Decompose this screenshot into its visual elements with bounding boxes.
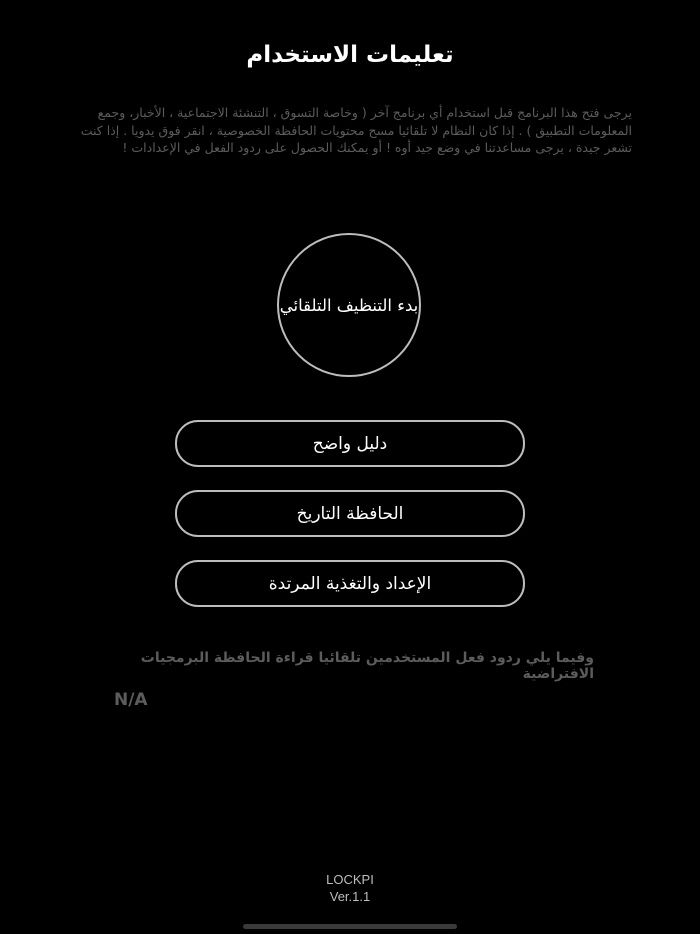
home-indicator[interactable] <box>243 924 457 929</box>
clipboard-history-label: الحافظة التاريخ <box>296 503 404 524</box>
settings-feedback-label: الإعداد والتغذية المرتدة <box>268 573 432 594</box>
reactions-heading: وفيما يلي ردود فعل المستخدمين تلقائيا قراءة الحافظة البرمجيات الافتراضية <box>140 650 594 682</box>
start-auto-clean-button[interactable] <box>277 233 421 377</box>
settings-feedback-button[interactable] <box>175 560 525 607</box>
reactions-value: N/A <box>114 690 148 710</box>
clipboard-history-button[interactable] <box>175 490 525 537</box>
app-name: LOCKPI <box>326 872 374 887</box>
page-title: تعليمات الاستخدام <box>246 42 454 68</box>
app-version: Ver.1.1 <box>329 889 371 904</box>
app-footer <box>0 871 700 905</box>
clear-guide-button[interactable] <box>175 420 525 467</box>
instructions-text: يرجى فتح هذا البرنامج قبل استخدام أي برنامج آخر ( وخاصة التسوق ، التنشئة الاجتماعية ، الأخبار، وجمع المعلومات التطبيق ) . إذا كان النظام لا تلقائيا مسح محتويات الحافظة الخصوصية ، انقر فوق يدويا . إذا كنت تشعر جيدة ، يرجى مساعدتنا في وضع جيد أوه ! أو يمكنك الحصول على ردود الفعل في الإعدادات ! <box>80 105 632 155</box>
start-auto-clean-label: بدء التنظيف التلقائي <box>279 295 419 315</box>
clear-guide-label: دليل واضح <box>312 433 388 454</box>
